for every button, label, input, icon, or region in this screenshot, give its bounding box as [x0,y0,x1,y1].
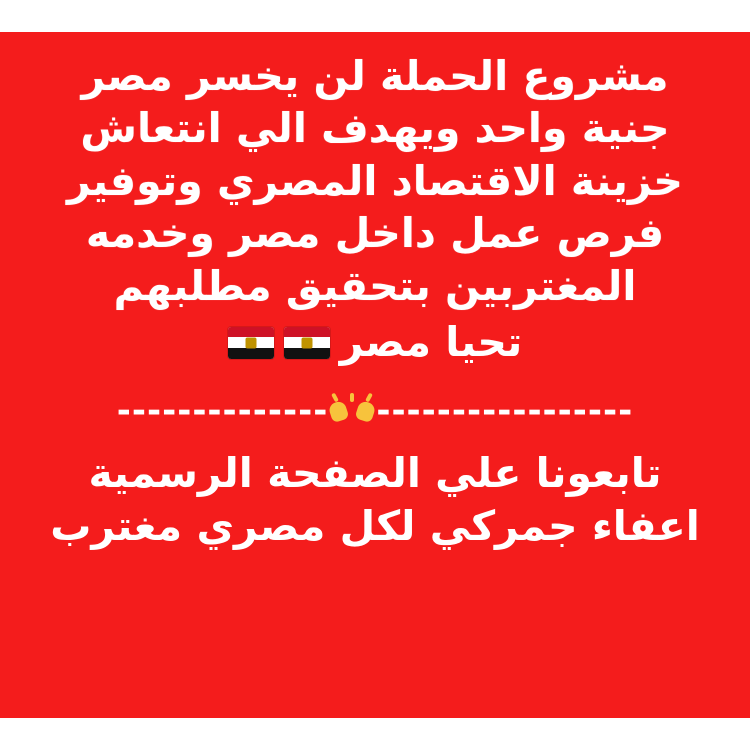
footer-line-1: تابعونا علي الصفحة الرسمية [88,448,662,497]
main-message-line-1: مشروع الحملة لن يخسر مصر [81,52,669,100]
egypt-flag-icon [284,327,330,359]
main-message-line-3: خزينة الاقتصاد المصري وتوفير [67,156,683,205]
egypt-flag-icon [228,327,274,359]
main-message [18,50,732,312]
main-message-line-5: المغتربين بتحقيق مطلبهم [113,261,637,310]
open-hands-icon [328,393,376,429]
divider-dashes-right: ----------------- [376,393,634,428]
slogan-row [228,316,523,368]
red-banner [0,32,750,718]
divider-dashes-left: -------------- [116,393,329,428]
main-message-line-4: فرص عمل داخل مصر وخدمه [85,209,665,258]
main-message-line-2: جنية واحد ويهدف الي انتعاش [80,104,670,153]
footer-line-2: اعفاء جمركي لكل مصري مغترب [50,502,700,551]
slogan-text: تحيا مصر [339,318,523,367]
divider [18,393,732,429]
footer-message [18,447,732,554]
